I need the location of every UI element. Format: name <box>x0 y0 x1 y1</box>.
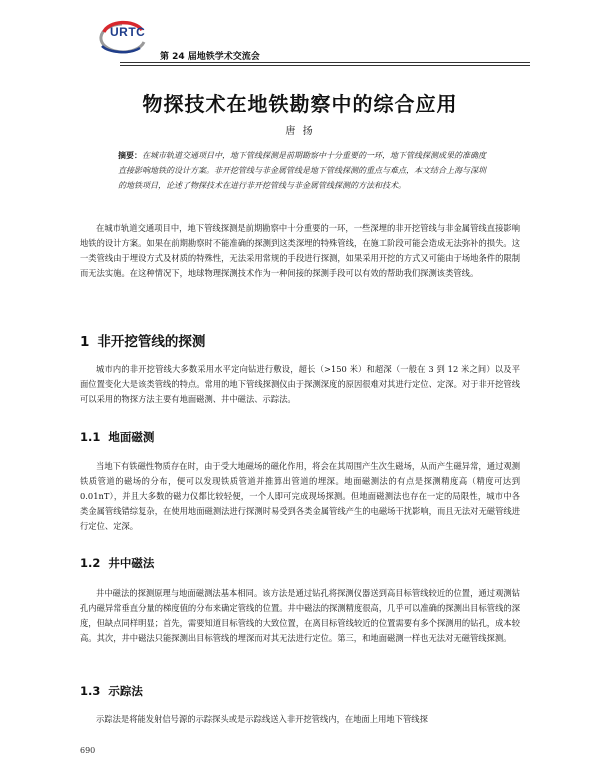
header-divider <box>120 62 530 63</box>
section-heading-1-2 <box>80 555 154 571</box>
section-1-1-paragraph: 当地下有铁磁性物质存在时，由于受大地磁场的磁化作用，将会在其周围产生次生磁场，从而产生磁异常，通过观测铁质管道的磁场的分布，便可以发现铁质管道并推算出管道的埋深。地面磁测法的有点是探测精度高（精度可达到 0.01nT），并且大多数的磁力仪都比较轻便，一个人即可完成现场探测。但地面磁测法也存在一定的局限性，城市中各类金属管线错综复杂，在使用地面磁测法进行探测时易受到各类金属管线产生的电磁场干扰影响，而且无法对无磁管线进行定位、定深。 <box>80 461 520 531</box>
section-number: 1.2 <box>80 556 101 570</box>
section-heading-1-1 <box>80 429 154 445</box>
paper-author: 唐 扬 <box>285 126 315 137</box>
page-number: 690 <box>80 746 96 755</box>
section-heading-1-3 <box>80 683 143 699</box>
section-title: 示踪法 <box>108 684 143 698</box>
section-1-2-paragraph: 井中磁法的探测原理与地面磁测法基本相同。该方法是通过钻孔将探测仪器送到高目标管线较近的位置，通过观测钻孔内磁异常垂直分量的梯度值的分布来确定管线的位置。井中磁法的探测精度很高，几乎可以准确的探测出目标管线的深度，但缺点同样明显；首先，需要知道目标管线的大致位置，在离目标管线较近的位置需要有多个探测用的钻孔，成本较高。其次，井中磁法只能探测出目标管线的埋深而对其无法进行定位。第三，和地面磁测一样也无法对无磁管线探测。 <box>80 588 520 643</box>
abstract <box>118 148 492 193</box>
conference-title: 第 24 届地铁学术交流会 <box>160 52 260 62</box>
section-number: 1.1 <box>80 430 101 444</box>
section-number: 1.3 <box>80 684 101 698</box>
paper-title: 物探技术在地铁勘察中的综合应用 <box>142 92 458 116</box>
section-1-3-paragraph: 示踪法是将能发射信号源的示踪探头或是示踪线送入非开挖管线内，在地面上用地下管线探 <box>96 714 428 724</box>
header-divider-thin <box>120 65 530 66</box>
section-title: 地面磁测 <box>108 430 155 444</box>
section-title: 井中磁法 <box>108 556 155 570</box>
logo-text: URTC <box>110 25 146 39</box>
section-number: 1 <box>80 334 90 350</box>
abstract-text: 在城市轨道交通项目中，地下管线探测是前期勘察中十分重要的一环，地下管线探测成果的准确度直接影响地铁的设计方案。非开挖管线与非金属管线是地下管线探测的重点与难点，本文结合上海与深圳的地铁项目，论述了物探技术在进行非开挖管线与非金属管线探测的方法和技术。 <box>118 151 486 190</box>
abstract-label: 摘要： <box>118 151 142 160</box>
section-1-paragraph: 城市内的非开挖管线大多数采用水平定向钻进行敷设，超长（>150 米）和超深（一般在 3 到 12 米之间）以及平面位置变化大是该类管线的特点。常用的地下管线探测仪由于探测深度的原因很难对其进行定位、定深。对于非开挖管线可以采用的物探方法主要有地面磁测、井中磁法、示踪法。 <box>80 364 520 404</box>
page-header <box>0 0 600 72</box>
intro-paragraph: 在城市轨道交通项目中，地下管线探测是前期勘察中十分重要的一环，一些深埋的非开挖管线与非金属管线直接影响地铁的设计方案。如果在前期勘察时不能准确的探测到这类深埋的特殊管线，在施工阶段可能会造成无法弥补的损失。这一类管线由于埋设方式及材质的特殊性，无法采用常规的手段进行探测，如果采用开挖的方式又可能由于场地条件的限制而无法实施。在这种情况下，地球物理探测技术作为一种间接的探测手段可以有效的帮助我们探测该类管线。 <box>80 223 520 278</box>
section-heading-1 <box>80 330 205 350</box>
section-title: 非开挖管线的探测 <box>97 334 206 350</box>
